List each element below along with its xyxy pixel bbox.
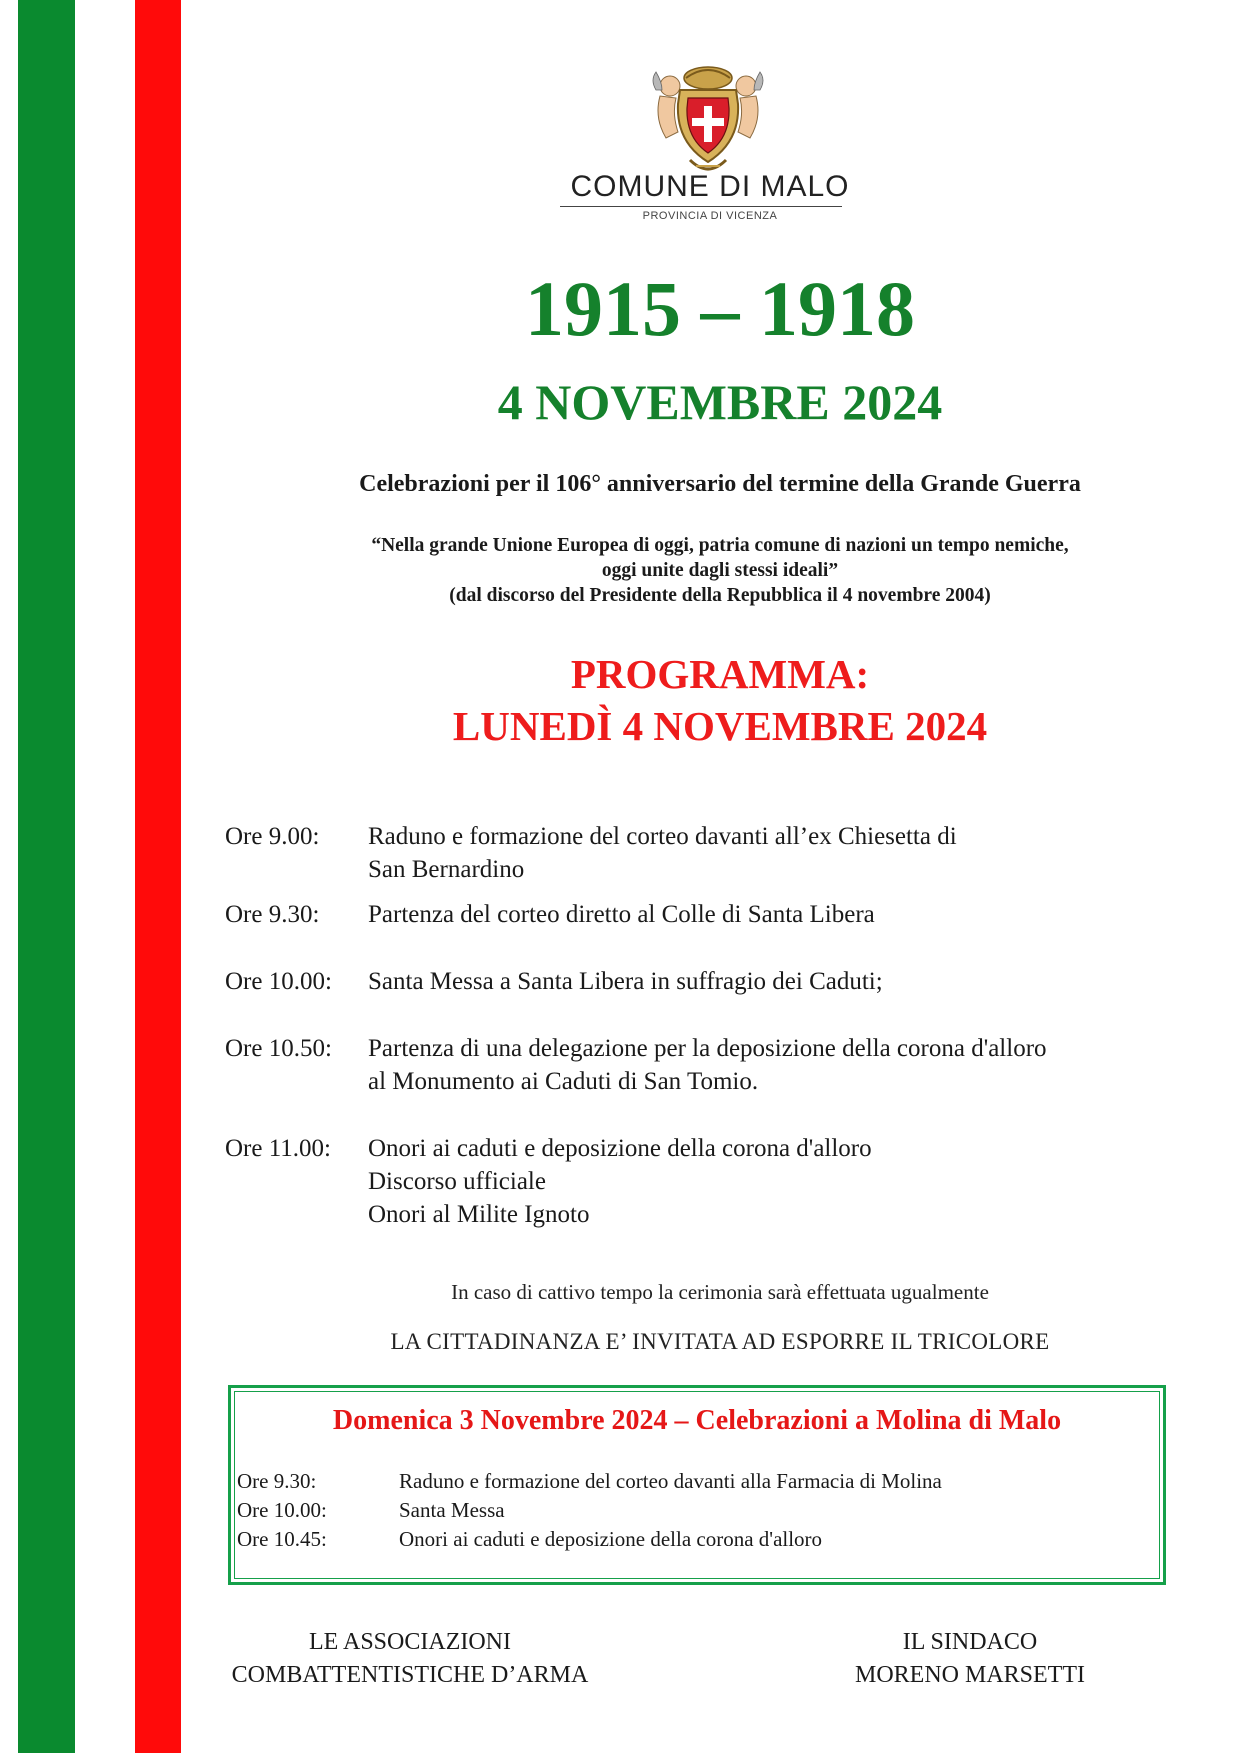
comune-name: COMUNE DI MALO [570,170,850,203]
comune-provincia: PROVINCIA DI VICENZA [642,210,778,222]
molina-desc: Onori ai caduti e deposizione della corona d'alloro [399,1527,823,1551]
signature-associations [200,1626,620,1692]
flag-invitation: LA CITTADINANZA E’ INVITATA AD ESPORRE IL TRICOLORE [390,1329,1050,1354]
molina-item [237,1467,1157,1496]
schedule-desc: Onori al Milite Ignoto [368,1201,590,1228]
flag-stripe-white [75,0,135,1753]
schedule-desc: Partenza del corteo diretto al Colle di Santa Libera [368,901,875,928]
schedule-desc: al Monumento ai Caduti di San Tomio. [368,1068,759,1095]
molina-time: Ore 10.00: [237,1498,327,1522]
schedule-desc: Raduno e formazione del corteo davanti all’ex Chiesetta di [368,823,957,850]
molina-item [237,1525,1157,1554]
weather-note: In caso di cattivo tempo la cerimonia sarà effettuata ugualmente [451,1280,989,1304]
schedule-desc: Santa Messa a Santa Libera in suffragio dei Caduti; [368,968,883,995]
schedule-desc: Discorso ufficiale [368,1168,546,1195]
signature-line: COMBATTENTISTICHE D’ARMA [231,1662,589,1688]
molina-desc: Santa Messa [399,1498,505,1522]
quote-line: “Nella grande Unione Europea di oggi, patria comune di nazioni un tempo nemiche, [371,535,1069,556]
programma-date: LUNEDÌ 4 NOVEMBRE 2024 [452,703,988,749]
programma-title: PROGRAMMA: [570,651,870,697]
quote-block [200,533,1240,608]
quote-line: oggi unite dagli stessi ideali” [601,560,839,581]
years-title: 1915 – 1918 [525,265,915,352]
schedule-desc: Partenza di una delegazione per la deposizione della corona d'alloro [368,1035,1047,1062]
coat-of-arms-icon [650,56,766,180]
molina-desc: Raduno e formazione del corteo davanti alla Farmacia di Molina [399,1469,942,1493]
signature-line: IL SINDACO [902,1629,1038,1655]
signature-line: MORENO MARSETTI [854,1662,1085,1688]
signature-line: LE ASSOCIAZIONI [309,1629,511,1655]
comune-divider [560,206,842,207]
molina-item [237,1496,1157,1525]
subtitle: Celebrazioni per il 106° anniversario del termine della Grande Guerra [359,471,1081,497]
schedule-time: Ore 9.00: [225,823,320,850]
molina-time: Ore 9.30: [237,1469,317,1493]
molina-title: Domenica 3 Novembre 2024 – Celebrazioni a Molina di Malo [332,1405,1062,1436]
signature-mayor [760,1626,1180,1692]
schedule-time: Ore 10.00: [225,968,332,995]
schedule-time: Ore 11.00: [225,1135,331,1162]
schedule-desc: Onori ai caduti e deposizione della corona d'alloro [368,1135,872,1162]
quote-source: (dal discorso del Presidente della Repubblica il 4 novembre 2004) [449,585,991,606]
flag-stripe-green [18,0,75,1753]
molina-schedule-list [237,1467,1157,1554]
schedule-time: Ore 10.50: [225,1035,332,1062]
schedule-desc: San Bernardino [368,856,525,883]
date-title: 4 NOVEMBRE 2024 [497,374,943,430]
programma-heading [200,648,1240,752]
molina-time: Ore 10.45: [237,1527,327,1551]
schedule-time: Ore 9.30: [225,901,320,928]
flag-stripe-red [135,0,181,1753]
